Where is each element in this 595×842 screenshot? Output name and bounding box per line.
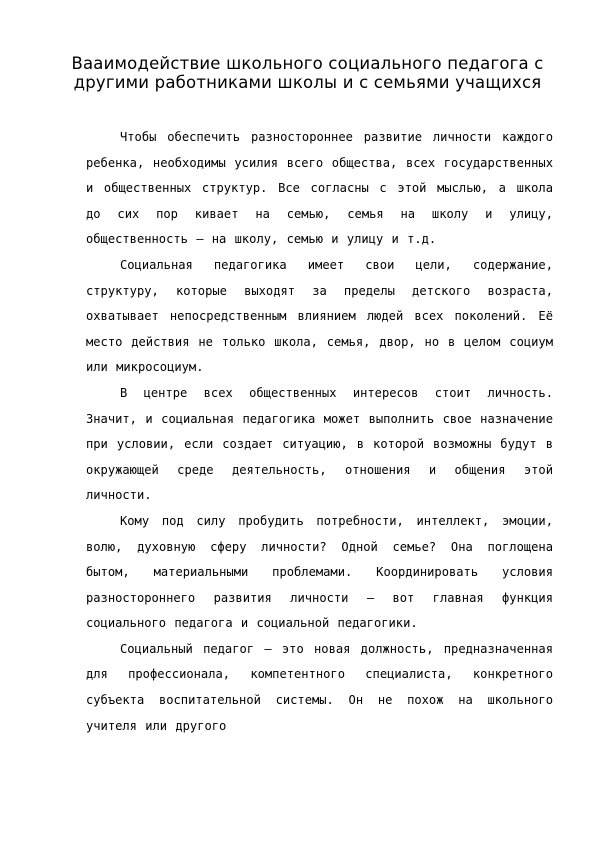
paragraph: Кому под силу пробудить потребности, интеллект, эмоции, волю, духовную сферу личности? Одной семье? Она поглощена бытом, материальными проблемами. Координировать условия разностороннего развития личности – вот главная функция социального педагога и социальной педагогики.: [86, 513, 553, 631]
document-body: [86, 125, 553, 739]
paragraph: Социальный педагог – это новая должность, предназначенная для профессионала, компетентного специалиста, конкретного субъекта воспитательной системы. Он не похож на школьного учителя или другого: [86, 641, 553, 733]
page-title: Ваaимодействие школьного социального педагога с другими работниками школы и с семьями учащихся: [71, 54, 544, 92]
paragraph: Чтобы обеспечить разностороннее развитие личности каждого ребенка, необходимы усилия всего общества, всех государственных и общественных структур. Все согласны с этой мыслью, а школа до сих пор кивает на семью, семья на школу и улицу, общественность – на школу, семью и улицу и т.д.: [86, 130, 553, 247]
paragraph: В центре всех общественных интересов стоит личность. Значит, и социальная педагогика может выполнить свое назначение при условии, если создает ситуацию, в которой возможны будут в окружающей среде деятельность, отношения и общения этой личности.: [86, 385, 553, 503]
paragraph: Социальная педагогика имеет свои цели, содержание, структуру, которые выходят за пределы детского возраста, охватывает непосредственным влиянием людей всех поколений. Её место действия не только школа, семья, двор, но в целом социум или микросоциум.: [86, 257, 553, 375]
